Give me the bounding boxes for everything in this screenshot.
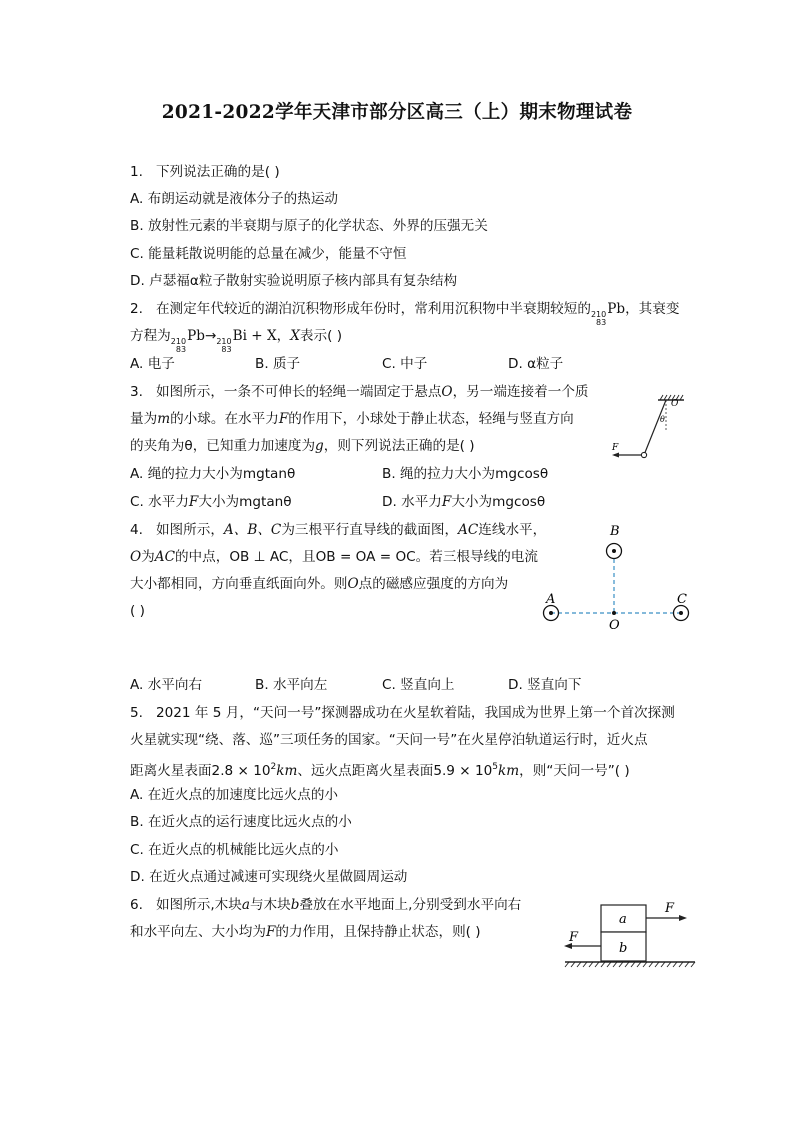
variable-f: F: [265, 924, 276, 940]
q1-option-a: A. 布朗运动就是液体分子的热运动: [130, 191, 339, 207]
q3-option-c: C. 水平力F大小为mgtanθ: [130, 494, 292, 510]
question-text: 如图所示，一条不可伸长的轻绳一端固定于悬点: [155, 384, 442, 400]
q4-option-b: B. 水平向左: [255, 677, 328, 693]
question-text: 叠放在水平地面上,分别受到水平向右: [299, 897, 522, 913]
lead-symbol: Pb: [187, 328, 205, 344]
label-theta: θ: [660, 415, 665, 424]
question-6-stem-line1: [130, 896, 521, 914]
variable-o: O: [441, 384, 453, 400]
question-text: ，其衰变: [625, 301, 680, 317]
question-2-stem-line1: [130, 300, 679, 327]
question-5-stem-line1: [130, 704, 675, 722]
question-text: 与木块: [249, 897, 291, 913]
page-title: 2021-2022学年天津市部分区高三（上）期末物理试卷: [161, 102, 633, 123]
label-f-right: F: [665, 901, 675, 916]
question-text: 点的磁感应强度的方向为: [358, 576, 509, 592]
question-text: 大小都相同，方向垂直纸面向外。则: [130, 576, 348, 592]
question-5-stem-line2: 火星就实现“绕、落、巡”三项任务的国家。“天问一号”在火星停泊轨道运行时，近火点: [130, 732, 648, 748]
q2-option-a: A. 电子: [130, 356, 175, 372]
question-4-stem-line3: [130, 575, 508, 593]
question-text: 如图所示，: [155, 522, 224, 538]
q6-blocks-figure: [555, 898, 705, 973]
label-o: O: [671, 399, 679, 409]
q3-option-d: D. 水平力F大小为mgcosθ: [382, 494, 546, 510]
variable-f: F: [278, 411, 289, 427]
question-text: 、远火点距离火星表面5.9 × 10: [297, 763, 493, 779]
q2-option-d: D. α粒子: [508, 356, 564, 372]
bismuth-symbol: Bi + X，: [232, 328, 291, 344]
q4-wires-figure: [535, 525, 705, 635]
q4-option-a: A. 水平向右: [130, 677, 203, 693]
question-text: ，另一端连接着一个质: [452, 384, 589, 400]
variable-b: b: [290, 897, 300, 913]
label-b: b: [619, 941, 628, 956]
question-3-stem-line2: [130, 410, 574, 428]
question-number: 4.: [130, 522, 143, 538]
unit-km: km: [276, 763, 298, 779]
rope: [644, 400, 666, 455]
nuclide-label: 210 83: [590, 310, 607, 327]
question-text: 如图所示,木块: [155, 897, 242, 913]
question-number: 5.: [130, 705, 143, 721]
question-number: 3.: [130, 384, 143, 400]
question-text: 连线水平，: [478, 522, 547, 538]
lead-symbol: Pb: [607, 301, 626, 317]
variable-m: m: [157, 411, 171, 427]
variable-a: a: [241, 897, 250, 913]
q4-option-c: C. 竖直向上: [382, 677, 455, 693]
question-3-stem-line3: [130, 437, 475, 455]
variable-ac: AC: [458, 522, 479, 538]
question-text: 的作用下，小球处于静止状态，轻绳与竖直方向: [288, 411, 574, 427]
q5-option-d: D. 在近火点通过减速可实现绕火星做圆周运动: [130, 869, 408, 885]
question-number: 1.: [130, 164, 143, 180]
q5-option-b: B. 在近火点的运行速度比远火点的小: [130, 814, 352, 830]
nuclide-label: 210 83: [170, 337, 187, 354]
question-4-stem-line2: [130, 548, 538, 566]
variable-g: g: [315, 438, 324, 454]
question-text: 为: [141, 549, 155, 565]
question-number: 6.: [130, 897, 143, 913]
question-number: 2.: [130, 301, 143, 317]
question-2-stem-line2: [130, 327, 342, 354]
question-text: 的夹角为θ，已知重力加速度为: [130, 438, 316, 454]
exponent: 5: [492, 762, 499, 772]
q4-option-d: D. 竖直向下: [508, 677, 582, 693]
label-c: C: [677, 592, 687, 607]
q5-option-c: C. 在近火点的机械能比远火点的小: [130, 842, 339, 858]
q1-option-b: B. 放射性元素的半衰期与原子的化学状态、外界的压强无关: [130, 218, 488, 234]
question-text: 下列说法正确的是( ): [155, 164, 280, 180]
point-o: [612, 611, 616, 615]
variable-o: O: [347, 576, 359, 592]
variable-abc: A、B、C: [223, 522, 282, 538]
question-text: 和水平向左、大小均为: [130, 924, 266, 940]
variable-o: O: [130, 549, 142, 565]
label-a: A: [546, 592, 556, 607]
nuclide-label: 210 83: [216, 337, 232, 354]
question-text: 的力作用，且保持静止状态，则( ): [275, 924, 481, 940]
question-text: 表示( ): [299, 328, 343, 344]
q3-option-a: A. 绳的拉力大小为mgtanθ: [130, 466, 296, 482]
question-text: 方程为: [130, 328, 171, 344]
label-b: B: [610, 524, 620, 539]
question-text: ，则“天问一号”( ): [519, 763, 630, 779]
q1-option-d: D. 卢瑟福α粒子散射实验说明原子核内部具有复杂结构: [130, 273, 458, 289]
label-a: a: [619, 912, 627, 927]
question-3-stem-line1: [130, 383, 589, 401]
q5-option-a: A. 在近火点的加速度比远火点的小: [130, 787, 339, 803]
unit-km: km: [498, 763, 520, 779]
question-4-stem-line4: ( ): [130, 603, 145, 619]
label-o: O: [609, 618, 620, 633]
q1-option-c: C. 能量耗散说明能的总量在减少，能量不守恒: [130, 246, 407, 262]
question-text: 为三根平行直导线的截面图，: [281, 522, 459, 538]
q3-option-b: B. 绳的拉力大小为mgcosθ: [382, 466, 549, 482]
question-1-stem: [130, 163, 280, 181]
question-5-stem-line3: [130, 758, 630, 780]
q3-pendulum-figure: [600, 392, 690, 467]
question-text: 的中点，OB ⊥ AC，且OB = OA = OC。若三根导线的电流: [174, 549, 538, 565]
question-text: 距离火星表面2.8 × 10: [130, 763, 271, 779]
question-text: 在测定年代较近的湖泊沉积物形成年份时，常利用沉积物中半衰期较短的: [155, 301, 591, 317]
question-4-stem-line1: [130, 521, 546, 539]
ball: [641, 452, 646, 457]
label-f: F: [612, 443, 619, 453]
question-text: 2021 年 5 月，“天问一号”探测器成功在火星软着陆，我国成为世界上第一个首次探测: [155, 705, 675, 721]
label-f-left: F: [569, 930, 579, 945]
variable-ac: AC: [154, 549, 175, 565]
variable-x: X: [290, 328, 300, 344]
q2-option-c: C. 中子: [382, 356, 428, 372]
exponent: 2: [270, 762, 277, 772]
question-text: 量为: [130, 411, 158, 427]
q2-option-b: B. 质子: [255, 356, 301, 372]
arrow-symbol: →: [204, 328, 217, 344]
question-text: 的小球。在水平力: [170, 411, 279, 427]
question-text: ，则下列说法正确的是( ): [323, 438, 475, 454]
question-6-stem-line2: [130, 923, 481, 941]
